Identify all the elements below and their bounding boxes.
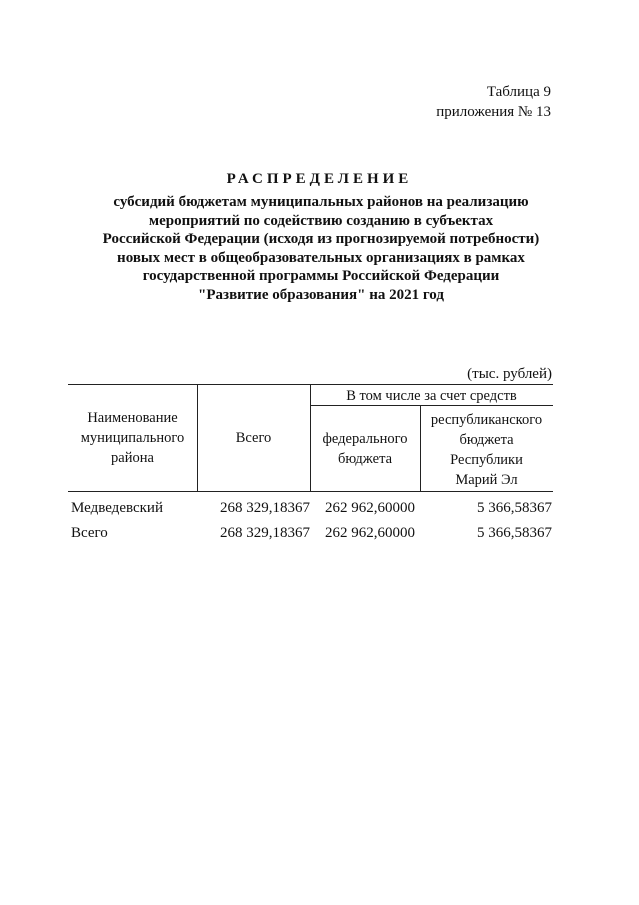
subtitle-line: Российской Федерации (исходя из прогнозируемой потребности) [102,231,540,247]
subtitle-line: субсидий бюджетам муниципальных районов на реализацию [113,194,529,210]
row-name: Всего [71,525,108,541]
row-total: 268 329,18367 [220,525,310,541]
table-number: Таблица 9 [486,84,551,100]
document-subtitle [90,193,552,304]
header-bottom-border [68,491,553,492]
column-group-header: В том числе за счет средств [346,388,517,404]
appendix-number: приложения № 13 [436,104,551,120]
row-federal: 262 962,60000 [325,525,415,541]
column-header-name: Наименование муниципального района [80,410,185,466]
row-federal: 262 962,60000 [325,500,415,516]
subtitle-line: новых мест в общеобразовательных организациях в рамках [117,249,525,266]
row-total: 268 329,18367 [220,500,310,516]
units-label: (тыс. рублей) [467,366,552,382]
document-title: РАСПРЕДЕЛЕНИЕ [226,171,413,187]
subtitle-line: "Развитие образования" на 2021 год [198,286,444,303]
table-reference [436,82,551,122]
column-header-total: Всего [235,430,272,446]
row-name: Медведевский [71,500,163,516]
subtitle-line: государственной программы Российской Федерации [142,268,500,284]
column-header-federal: федерального бюджета [322,431,408,467]
row-republic: 5 366,58367 [477,525,552,541]
row-republic: 5 366,58367 [477,500,552,516]
subtitle-line: мероприятий по содействию созданию в субъектах [148,212,494,229]
column-header-republic: республиканского бюджета Республики Марий Эл [430,412,543,488]
